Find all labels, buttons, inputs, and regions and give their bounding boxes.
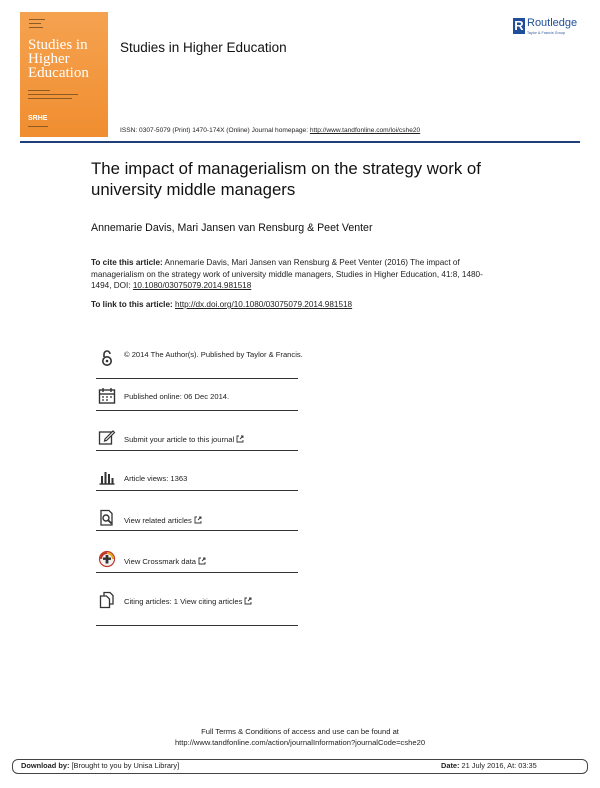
bar-chart-icon xyxy=(98,468,116,486)
article-title: The impact of managerialism on the strategy work of university middle managers xyxy=(91,159,481,199)
issn-text: ISSN: 0307-5079 (Print) 1470-174X (Online) Journal homepage: xyxy=(120,127,310,134)
cover-title: Studies in Higher Education xyxy=(28,37,89,81)
download-info-bar xyxy=(12,759,588,774)
calendar-icon xyxy=(98,387,116,405)
cite-text: Annemarie Davis, Mari Jansen van Rensburg & Peet Venter (2016) The impact of managerialism on the strategy work of university middle managers, Studies in Higher Education, 41:8, 1480-1494, DOI: xyxy=(91,258,483,291)
views-row xyxy=(96,468,298,491)
article-authors: Annemarie Davis, Mari Jansen van Rensburg & Peet Venter xyxy=(91,222,373,234)
terms-line: Full Terms & Conditions of access and use can be found at xyxy=(201,727,399,736)
edit-icon xyxy=(98,428,116,446)
external-link-icon xyxy=(244,597,252,605)
header-divider xyxy=(20,141,580,143)
link-to-article xyxy=(91,300,352,309)
related-row[interactable] xyxy=(96,508,298,531)
routledge-logo-icon: R xyxy=(514,18,524,33)
search-document-icon xyxy=(98,509,116,527)
downloaded-by xyxy=(21,761,179,770)
license-row xyxy=(96,346,303,379)
publisher-tagline: Taylor & Francis Group xyxy=(527,31,565,35)
crossmark-icon xyxy=(98,550,116,568)
download-date-value: 21 July 2016, At: 03:35 xyxy=(459,761,537,770)
terms-url-link[interactable]: http://www.tandfonline.com/action/journalInformation?journalCode=cshe20 xyxy=(174,738,426,747)
journal-title: Studies in Higher Education xyxy=(120,40,287,55)
downloaded-by-value: [Brought to you by Unisa Library] xyxy=(69,761,180,770)
citing-documents-icon xyxy=(98,591,116,609)
crossmark-label: View Crossmark data xyxy=(124,557,197,566)
citing-row[interactable] xyxy=(96,590,298,626)
published-row xyxy=(96,384,298,411)
external-link-icon xyxy=(236,435,244,443)
view-crossmark-link[interactable] xyxy=(124,557,304,567)
crossmark-row[interactable] xyxy=(96,548,298,573)
publisher-logo-text: Routledge xyxy=(527,17,578,29)
download-date-label: Date: xyxy=(441,761,460,770)
external-link-icon xyxy=(194,516,202,524)
terms-footer xyxy=(0,726,600,748)
doi-link[interactable]: 10.1080/03075079.2014.981518 xyxy=(132,281,252,291)
external-link-icon xyxy=(198,557,206,565)
article-views: Article views: 1363 xyxy=(124,474,188,483)
link-label: To link to this article: xyxy=(91,300,176,309)
article-url-link[interactable]: http://dx.doi.org/10.1080/03075079.2014.981518 xyxy=(175,300,353,309)
submit-row[interactable] xyxy=(96,426,298,451)
view-citing-articles-link[interactable] xyxy=(124,597,304,607)
view-related-articles-link[interactable] xyxy=(124,516,304,526)
issn-line xyxy=(120,127,420,134)
downloaded-by-label: Download by: xyxy=(21,761,70,770)
download-date xyxy=(441,761,537,770)
citing-label: Citing articles: 1 View citing articles xyxy=(124,597,243,606)
cover-srhe-logo: SRHE xyxy=(28,115,48,122)
submit-label: Submit your article to this journal xyxy=(124,435,235,444)
published-date: Published online: 06 Dec 2014. xyxy=(124,392,230,401)
open-access-lock-icon xyxy=(98,349,116,367)
cite-label: To cite this article: xyxy=(91,258,163,267)
journal-cover-image xyxy=(20,12,108,137)
related-label: View related articles xyxy=(124,516,192,525)
submit-article-link[interactable] xyxy=(124,435,304,445)
citation-block xyxy=(91,257,491,292)
journal-homepage-link[interactable]: http://www.tandfonline.com/loi/cshe20 xyxy=(309,127,421,134)
license-text: © 2014 The Author(s). Published by Taylor & Francis. xyxy=(124,350,303,359)
